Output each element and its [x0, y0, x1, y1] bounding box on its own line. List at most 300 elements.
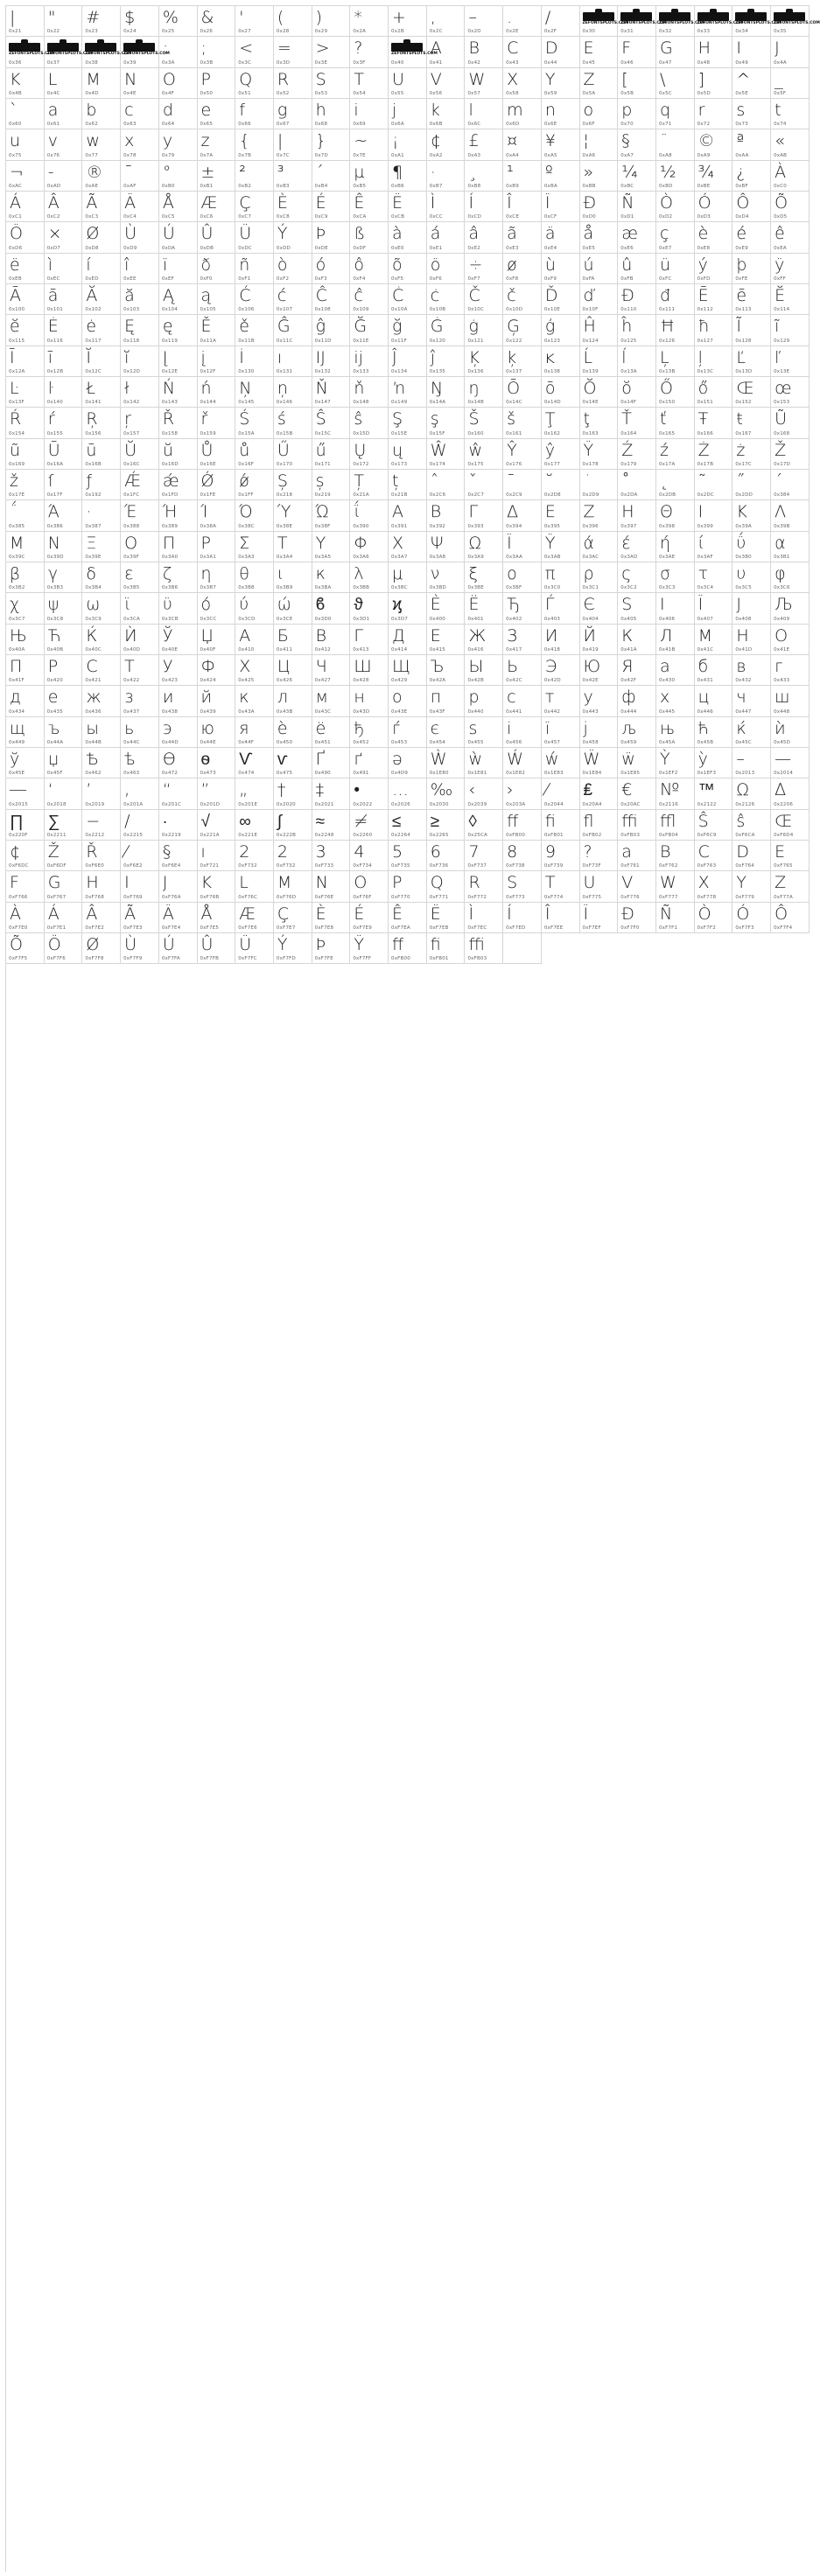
glyph-cell	[82, 748, 121, 778]
glyph-cell	[542, 655, 580, 686]
glyph-char: (	[277, 8, 284, 27]
glyph-codepoint: 0x452	[353, 739, 369, 745]
glyph-char: ь	[124, 718, 135, 738]
glyph-cell	[198, 933, 236, 964]
glyph-cell	[618, 37, 656, 67]
glyph-codepoint: 0x449	[9, 739, 25, 745]
glyph-codepoint: 0xB9	[506, 183, 519, 189]
glyph-char: σ	[659, 563, 670, 583]
glyph-char: Ś	[239, 409, 250, 429]
glyph-cell	[312, 933, 351, 964]
glyph-char: ι	[277, 563, 284, 583]
glyph-char: /	[544, 8, 551, 27]
glyph-char: Ι	[697, 502, 704, 522]
glyph-cell	[618, 717, 656, 748]
glyph-char: ε	[124, 563, 134, 583]
glyph-char: V	[430, 69, 442, 89]
glyph-cell	[695, 871, 733, 902]
glyph-char: B	[468, 38, 480, 59]
glyph-cell	[695, 748, 733, 778]
glyph-cell	[542, 222, 580, 253]
glyph-char: Ș	[277, 471, 288, 491]
glyph-cell	[274, 593, 312, 624]
glyph-char: ĸ	[544, 347, 555, 367]
glyph-cell	[350, 532, 389, 562]
glyph-char: Å	[200, 904, 213, 924]
glyph-char: ®	[86, 162, 103, 182]
glyph-cell	[389, 408, 427, 438]
glyph-cell	[580, 284, 619, 315]
glyph-codepoint: 0x12B	[46, 368, 64, 374]
glyph-char: Ý	[277, 224, 288, 244]
glyph-char: ω	[86, 595, 101, 615]
glyph-cell	[235, 68, 274, 99]
glyph-cell	[82, 222, 121, 253]
glyph-codepoint: 0x416	[467, 646, 484, 653]
glyph-codepoint: 0x3C9	[85, 616, 102, 622]
glyph-codepoint: 0xF739	[543, 863, 564, 869]
glyph-char: Ç	[239, 192, 251, 213]
glyph-char: į	[200, 347, 206, 367]
glyph-char: ú	[583, 255, 594, 275]
glyph-cell	[6, 99, 45, 129]
glyph-codepoint: 0xEC	[46, 276, 60, 282]
glyph-char: М	[697, 625, 713, 646]
glyph-cell	[732, 841, 771, 871]
glyph-char: №	[659, 780, 680, 800]
glyph-codepoint: 0x14C	[506, 400, 522, 406]
glyph-char: √	[200, 811, 210, 831]
glyph-codepoint: 0x2212	[85, 832, 105, 838]
glyph-codepoint: 0xF7EB	[429, 925, 449, 931]
glyph-char: К	[621, 625, 634, 646]
glyph-char: ¬	[10, 162, 24, 182]
glyph-codepoint: 0x44A	[46, 739, 64, 745]
glyph-char: L	[47, 69, 58, 89]
glyph-char: :	[162, 38, 169, 59]
glyph-cell	[656, 717, 695, 748]
glyph-char: i	[354, 100, 359, 120]
glyph-codepoint: 0xD9	[123, 245, 137, 251]
glyph-codepoint: 0x3A1	[200, 554, 217, 560]
glyph-cell	[427, 500, 466, 531]
glyph-codepoint: 0x58	[506, 90, 519, 96]
glyph-char: X	[507, 69, 519, 89]
watermark-logo	[659, 12, 690, 21]
glyph-cell	[389, 377, 427, 408]
glyph-char: ċ	[430, 285, 440, 305]
glyph-char: Y	[736, 873, 746, 893]
glyph-codepoint: 0x67	[276, 122, 290, 128]
glyph-char: ‹	[468, 780, 476, 800]
glyph-cell	[542, 315, 580, 346]
glyph-codepoint: 0x13B	[658, 368, 676, 374]
glyph-char: о	[392, 688, 403, 708]
glyph-char: Ð	[621, 904, 634, 924]
glyph-char: õ	[392, 255, 403, 275]
glyph-cell	[350, 254, 389, 284]
glyph-cell	[465, 871, 503, 902]
glyph-cell	[427, 99, 466, 129]
glyph-codepoint: 0x473	[200, 771, 216, 777]
glyph-cell	[312, 562, 351, 593]
glyph-codepoint: 0xF7FA	[161, 956, 180, 962]
glyph-char: ŗ	[124, 409, 131, 429]
glyph-codepoint: 0xAF	[123, 183, 137, 189]
glyph-cell	[732, 377, 771, 408]
glyph-char: ż	[736, 440, 746, 460]
glyph-char: ϐ	[315, 595, 326, 615]
glyph-codepoint: 0x3A8	[429, 554, 446, 560]
glyph-char: Ä	[124, 192, 137, 213]
glyph-cell	[6, 470, 45, 500]
glyph-char: Ґ	[315, 749, 326, 769]
glyph-codepoint: 0x413	[353, 646, 369, 653]
glyph-codepoint: 0xF736	[429, 863, 449, 869]
glyph-cell	[656, 284, 695, 315]
glyph-char: Х	[239, 656, 251, 676]
glyph-codepoint: 0x112	[697, 307, 713, 313]
glyph-cell	[235, 99, 274, 129]
glyph-cell	[6, 625, 45, 655]
glyph-cell	[198, 129, 236, 160]
glyph-codepoint: 0xA9	[697, 152, 711, 158]
glyph-cell	[198, 686, 236, 716]
glyph-char: À	[774, 162, 787, 182]
glyph-codepoint: 0x31	[620, 29, 634, 35]
glyph-char: „	[239, 780, 249, 800]
glyph-cell	[389, 871, 427, 902]
glyph-codepoint: 0x391	[391, 523, 408, 529]
glyph-char: ›	[507, 780, 514, 800]
glyph-char: ŕ	[47, 409, 55, 429]
glyph-cell	[580, 810, 619, 841]
glyph-cell	[198, 222, 236, 253]
glyph-cell	[427, 625, 466, 655]
glyph-char: П	[10, 656, 23, 676]
glyph-cell	[45, 500, 83, 531]
glyph-char: ο	[507, 563, 517, 583]
glyph-cell	[465, 408, 503, 438]
glyph-cell	[6, 315, 45, 346]
glyph-char: C	[697, 841, 710, 862]
glyph-char: š	[507, 409, 516, 429]
glyph-codepoint: 0x439	[200, 709, 216, 715]
glyph-codepoint: 0x3C4	[697, 585, 714, 591]
glyph-char: Ž	[47, 841, 60, 862]
glyph-cell	[121, 222, 159, 253]
glyph-cell	[580, 408, 619, 438]
glyph-char: ±	[200, 162, 215, 182]
glyph-cell	[618, 903, 656, 933]
glyph-codepoint: 0x3A6	[353, 554, 369, 560]
glyph-char: R	[468, 873, 480, 893]
glyph-codepoint: 0x7E	[353, 152, 366, 158]
glyph-cell	[618, 470, 656, 500]
glyph-cell	[45, 655, 83, 686]
glyph-char: æ	[621, 224, 638, 244]
glyph-char: Ы	[468, 656, 484, 676]
glyph-codepoint: 0x2211	[46, 832, 67, 838]
glyph-codepoint: 0x3BF	[506, 585, 522, 591]
glyph-char: V	[621, 873, 634, 893]
glyph-codepoint: 0x417	[506, 646, 522, 653]
glyph-char: χ	[10, 595, 20, 615]
glyph-codepoint: 0xF7E5	[200, 925, 220, 931]
glyph-codepoint: 0x7C	[276, 152, 290, 158]
glyph-cell	[695, 778, 733, 809]
glyph-char: т	[544, 688, 555, 708]
glyph-char: ϗ	[392, 595, 403, 615]
glyph-codepoint: 0x160	[467, 430, 484, 436]
glyph-cell	[312, 778, 351, 809]
glyph-cell	[771, 717, 809, 748]
glyph-char: ˆ	[430, 471, 439, 491]
glyph-char: Ŗ	[86, 409, 98, 429]
glyph-codepoint: 0x456	[506, 739, 522, 745]
glyph-char: Û	[200, 934, 214, 954]
glyph-char: ¢	[430, 131, 441, 151]
glyph-codepoint: 0xF7F8	[85, 956, 104, 962]
glyph-char: ό	[200, 595, 212, 615]
glyph-char: «	[774, 131, 785, 151]
glyph-cell	[45, 129, 83, 160]
glyph-codepoint: 0xBA	[543, 183, 557, 189]
glyph-cell	[350, 500, 389, 531]
glyph-codepoint: 0x45F	[46, 771, 63, 777]
glyph-char: Ѵ	[239, 749, 253, 769]
glyph-codepoint: 0x402	[506, 616, 522, 622]
glyph-codepoint: 0x426	[276, 678, 293, 684]
glyph-codepoint: 0xF73F	[582, 863, 601, 869]
glyph-char: ћ	[697, 718, 710, 738]
glyph-cell	[618, 315, 656, 346]
glyph-char: Ø	[86, 934, 100, 954]
glyph-codepoint: 0x38C	[238, 523, 255, 529]
glyph-cell	[6, 439, 45, 470]
glyph-char: B	[659, 841, 671, 862]
glyph-cell	[465, 562, 503, 593]
glyph-codepoint: 0x457	[543, 739, 561, 745]
glyph-char: Ċ	[392, 285, 404, 305]
glyph-char: £	[468, 131, 480, 151]
glyph-char: s	[736, 100, 746, 120]
glyph-cell	[350, 810, 389, 841]
glyph-cell	[389, 315, 427, 346]
glyph-codepoint: 0x2D8	[543, 492, 561, 499]
glyph-codepoint: 0x148	[353, 400, 369, 406]
glyph-char: ×	[47, 224, 62, 244]
glyph-codepoint: 0x14B	[467, 400, 484, 406]
glyph-codepoint: 0xF778	[697, 894, 717, 900]
glyph-codepoint: 0x136	[467, 368, 484, 374]
glyph-codepoint: 0xB8	[467, 183, 481, 189]
glyph-cell	[695, 37, 733, 67]
glyph-cell	[274, 655, 312, 686]
glyph-codepoint: 0x17E	[9, 492, 25, 499]
glyph-codepoint: 0xF7EC	[467, 925, 487, 931]
glyph-codepoint: 0xF6CA	[735, 832, 755, 838]
glyph-char: U	[392, 69, 404, 89]
glyph-cell	[235, 532, 274, 562]
glyph-codepoint: 0x222B	[276, 832, 297, 838]
glyph-codepoint: 0x154	[9, 430, 25, 436]
glyph-codepoint: 0xC7	[238, 214, 252, 220]
glyph-cell	[389, 841, 427, 871]
glyph-char: S	[507, 873, 518, 893]
glyph-cell	[312, 346, 351, 377]
glyph-codepoint: 0x409	[774, 616, 790, 622]
glyph-codepoint: 0xF7FF	[353, 956, 372, 962]
glyph-codepoint: 0x146	[276, 400, 293, 406]
glyph-cell	[198, 68, 236, 99]
glyph-codepoint: 0x22	[46, 29, 60, 35]
glyph-char: Č	[468, 285, 480, 305]
glyph-codepoint: 0x53	[314, 90, 328, 96]
glyph-char: Υ	[315, 533, 326, 553]
glyph-codepoint: 0x3BA	[314, 585, 332, 591]
glyph-codepoint: 0xB2	[238, 183, 252, 189]
glyph-char: β	[10, 563, 21, 583]
glyph-cell	[159, 810, 198, 841]
glyph-cell	[580, 99, 619, 129]
glyph-codepoint: 0x427	[314, 678, 331, 684]
glyph-codepoint: 0x57	[467, 90, 480, 96]
glyph-char: "	[47, 8, 56, 27]
glyph-char: Ŝ	[315, 409, 326, 429]
glyph-cell	[235, 6, 274, 37]
glyph-cell	[618, 408, 656, 438]
glyph-cell	[82, 778, 121, 809]
glyph-cell	[580, 161, 619, 192]
glyph-codepoint: 0x42B	[467, 678, 484, 684]
glyph-char: q	[659, 100, 671, 120]
glyph-char: ù	[544, 255, 556, 275]
glyph-cell	[121, 778, 159, 809]
glyph-codepoint: 0x420	[46, 678, 63, 684]
glyph-codepoint: 0xFE	[735, 276, 748, 282]
glyph-char: ˛	[659, 471, 669, 491]
glyph-char: H	[697, 38, 711, 59]
glyph-codepoint: 0x12E	[161, 368, 179, 374]
glyph-char: ξ	[468, 563, 479, 583]
glyph-cell	[580, 192, 619, 222]
glyph-char: Í	[468, 192, 474, 213]
glyph-codepoint: 0x27	[238, 29, 251, 35]
glyph-cell	[350, 192, 389, 222]
glyph-char: ∫	[277, 811, 283, 831]
glyph-codepoint: 0xAB	[774, 152, 788, 158]
glyph-cell	[350, 841, 389, 871]
glyph-cell	[732, 192, 771, 222]
glyph-char: Ъ	[430, 656, 445, 676]
glyph-cell	[389, 500, 427, 531]
glyph-codepoint: 0x7D	[314, 152, 328, 158]
glyph-cell	[732, 562, 771, 593]
glyph-cell	[618, 254, 656, 284]
glyph-codepoint: 0x397	[620, 523, 637, 529]
glyph-codepoint: 0x61	[46, 122, 60, 128]
glyph-char: É	[315, 192, 326, 213]
glyph-char: Ѝ	[124, 625, 137, 646]
glyph-codepoint: 0x44B	[85, 739, 102, 745]
glyph-codepoint: 0x150	[658, 400, 676, 406]
glyph-codepoint: 0xF7E1	[46, 925, 67, 931]
glyph-cell	[82, 439, 121, 470]
glyph-char: Ń	[162, 378, 176, 398]
glyph-char: ą	[200, 285, 212, 305]
glyph-char: ъ	[47, 718, 60, 738]
glyph-char: Z	[774, 873, 787, 893]
glyph-cell	[427, 315, 466, 346]
glyph-char: Έ	[124, 502, 137, 522]
glyph-char: Î	[507, 192, 512, 213]
glyph-cell	[542, 284, 580, 315]
glyph-char: F	[621, 38, 632, 59]
glyph-cell	[465, 346, 503, 377]
glyph-cell	[82, 625, 121, 655]
glyph-codepoint: 0xF6DC	[9, 863, 29, 869]
glyph-cell	[695, 254, 733, 284]
glyph-cell	[45, 933, 83, 964]
glyph-codepoint: 0xF76C	[238, 894, 258, 900]
glyph-char: ĵ	[430, 347, 436, 367]
glyph-char: ˝	[736, 471, 745, 491]
glyph-cell	[274, 192, 312, 222]
glyph-char: ẁ	[468, 749, 482, 769]
glyph-codepoint: 0x156	[85, 430, 102, 436]
glyph-cell	[618, 562, 656, 593]
glyph-char: е	[47, 688, 59, 708]
glyph-char: Г	[354, 625, 363, 646]
glyph-char: Ћ	[47, 625, 61, 646]
glyph-cell	[771, 408, 809, 438]
glyph-cell	[771, 748, 809, 778]
glyph-cell	[121, 686, 159, 716]
glyph-char: Э	[544, 656, 557, 676]
glyph-cell	[350, 377, 389, 408]
glyph-codepoint: 0xF763	[697, 863, 717, 869]
glyph-cell	[503, 254, 542, 284]
glyph-char: Ò	[659, 192, 673, 213]
glyph-cell	[350, 717, 389, 748]
glyph-char: Τ	[277, 533, 288, 553]
glyph-cell	[656, 748, 695, 778]
glyph-char: ſ	[47, 471, 54, 491]
glyph-cell	[656, 500, 695, 531]
glyph-codepoint: 0x15F	[429, 430, 445, 436]
glyph-char: ~	[354, 131, 368, 151]
glyph-cell	[695, 68, 733, 99]
glyph-char: Ż	[697, 440, 710, 460]
glyph-codepoint: 0x1E82	[506, 771, 526, 777]
glyph-codepoint: 0x400	[429, 616, 445, 622]
glyph-char: Ĳ	[315, 347, 326, 367]
glyph-cell	[82, 254, 121, 284]
glyph-cell	[82, 593, 121, 624]
glyph-cell	[6, 903, 45, 933]
glyph-char: w	[86, 131, 100, 151]
glyph-char: ≈	[315, 811, 326, 831]
glyph-cell	[121, 6, 159, 37]
glyph-char: ¹	[507, 162, 514, 182]
glyph-char: ì	[47, 255, 53, 275]
glyph-cell	[198, 532, 236, 562]
glyph-char: Þ	[315, 224, 326, 244]
glyph-cell	[82, 686, 121, 716]
glyph-char: Ϋ	[544, 533, 556, 553]
glyph-codepoint: 0x459	[620, 739, 637, 745]
